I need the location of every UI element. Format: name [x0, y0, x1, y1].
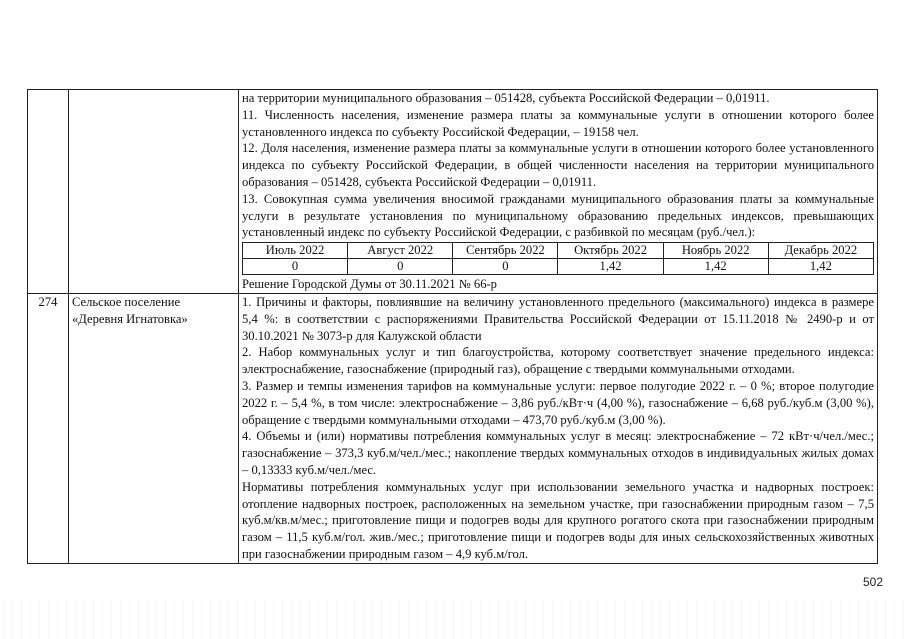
- row-number-cell: [28, 90, 69, 294]
- month-value: 0: [348, 259, 453, 275]
- table-row-274: [28, 293, 878, 563]
- details-cell: [239, 90, 878, 294]
- decision-reference: Решение Городской Думы от 30.11.2021 № 66-р: [242, 277, 497, 292]
- page-number: 502: [862, 575, 883, 589]
- month-header: Ноябрь 2022: [663, 243, 768, 259]
- item-1-reasons: 1. Причины и факторы, повлиявшие на величину установленного предельного (максимального) индекса в размере 5,4 %: в соответствии с распоряжениями Правительства Российской Федерации от 15.11.2018 № 2490-р и от 30.10.2021 № 3073-р для Калужской области: [242, 294, 874, 343]
- item-3-tariffs: 3. Размер и темпы изменения тарифов на коммунальные услуги: первое полугодие 2022 г. – 0 %; второе полугодие 2022 г. – 5,4 %, в том числе: электроснабжение – 3,86 руб./кВт·ч (4,00 %), газоснабжение – 6,68 руб./куб.м (3,00 %), обращение с твердыми коммунальными отходами – 473,70 руб./куб.м (3,00 %).: [242, 378, 874, 427]
- month-value: 0: [453, 259, 558, 275]
- month-header: Август 2022: [348, 243, 453, 259]
- item-4-volumes: 4. Объемы и (или) нормативы потребления коммунальных услуг в месяц: электроснабжение – 72 кВт·ч/чел./мес.; газоснабжение – 373,3 куб.м/чел./мес.; накопление твердых коммунальных отходов в индивидуальных жилых домах – 0,13333 куб.м/чел./мес.: [242, 429, 874, 477]
- month-header: Декабрь 2022: [768, 243, 873, 259]
- month-value: 1,42: [768, 259, 873, 275]
- month-value: 1,42: [558, 259, 663, 275]
- details-cell: [239, 293, 878, 563]
- scan-artifact: [0, 600, 905, 639]
- item-12: 12. Доля населения, изменение размера платы за коммунальные услуги в отношении которого более установленного индекса по субъекту Российской Федерации, в общей численности населения на территории муниципального образования – 051428, субъекта Российской Федерации – 0,01911.: [242, 141, 874, 189]
- month-value: 1,42: [663, 259, 768, 275]
- item-13: 13. Совокупная сумма увеличения вносимой гражданами муниципального образования платы за коммунальные услуги в результате установления по муниципальному образованию предельных индексов, превышающих установленный индекс по субъекту Российской Федерации, с разбивкой по месяцам (руб./чел.):: [242, 191, 874, 240]
- document-table: [27, 89, 878, 564]
- municipality-name: «Деревня Игнатовка»: [72, 311, 188, 326]
- months-values-row: [243, 259, 874, 275]
- months-header-row: [243, 243, 874, 259]
- monthly-sum-table: [242, 242, 874, 275]
- municipality-name-cell: [69, 90, 239, 294]
- municipality-type: Сельское поселение: [72, 294, 181, 309]
- month-header: Июль 2022: [243, 243, 348, 259]
- table-row-continuation: [28, 90, 878, 294]
- land-use-norms: Нормативы потребления коммунальных услуг при использовании земельного участка и надворных построек: отопление надворных построек, расположенных на земельном участке, при газоснабжении природным газом – 7,5 куб.м/кв.м/мес.; приготовление пищи и подогрев воды для крупного рогатого скота при газоснабжении природным газом – 11,5 куб.м/гол. жив./мес.; приготовление пищи и подогрев воды для иных сельскохозяйственных животных при газоснабжении природным газом – 4,9 куб.м/гол.: [242, 479, 874, 561]
- month-header: Октябрь 2022: [558, 243, 663, 259]
- text-line: на территории муниципального образования – 051428, субъекта Российской Федерации – 0,01911.: [242, 91, 770, 105]
- row-number-cell: 274: [28, 293, 69, 563]
- month-header: Сентябрь 2022: [453, 243, 558, 259]
- month-value: 0: [243, 259, 348, 275]
- municipality-name-cell: [69, 293, 239, 563]
- item-2-services: 2. Набор коммунальных услуг и тип благоустройства, которому соответствует значение предельного индекса: электроснабжение, газоснабжение (природный газ), обращение с твердыми коммунальными отходами.: [242, 345, 874, 377]
- item-11: 11. Численность населения, изменение размера платы за коммунальные услуги в отношении которого более установленного индекса по субъекту Российской Федерации, – 19158 чел.: [242, 107, 874, 139]
